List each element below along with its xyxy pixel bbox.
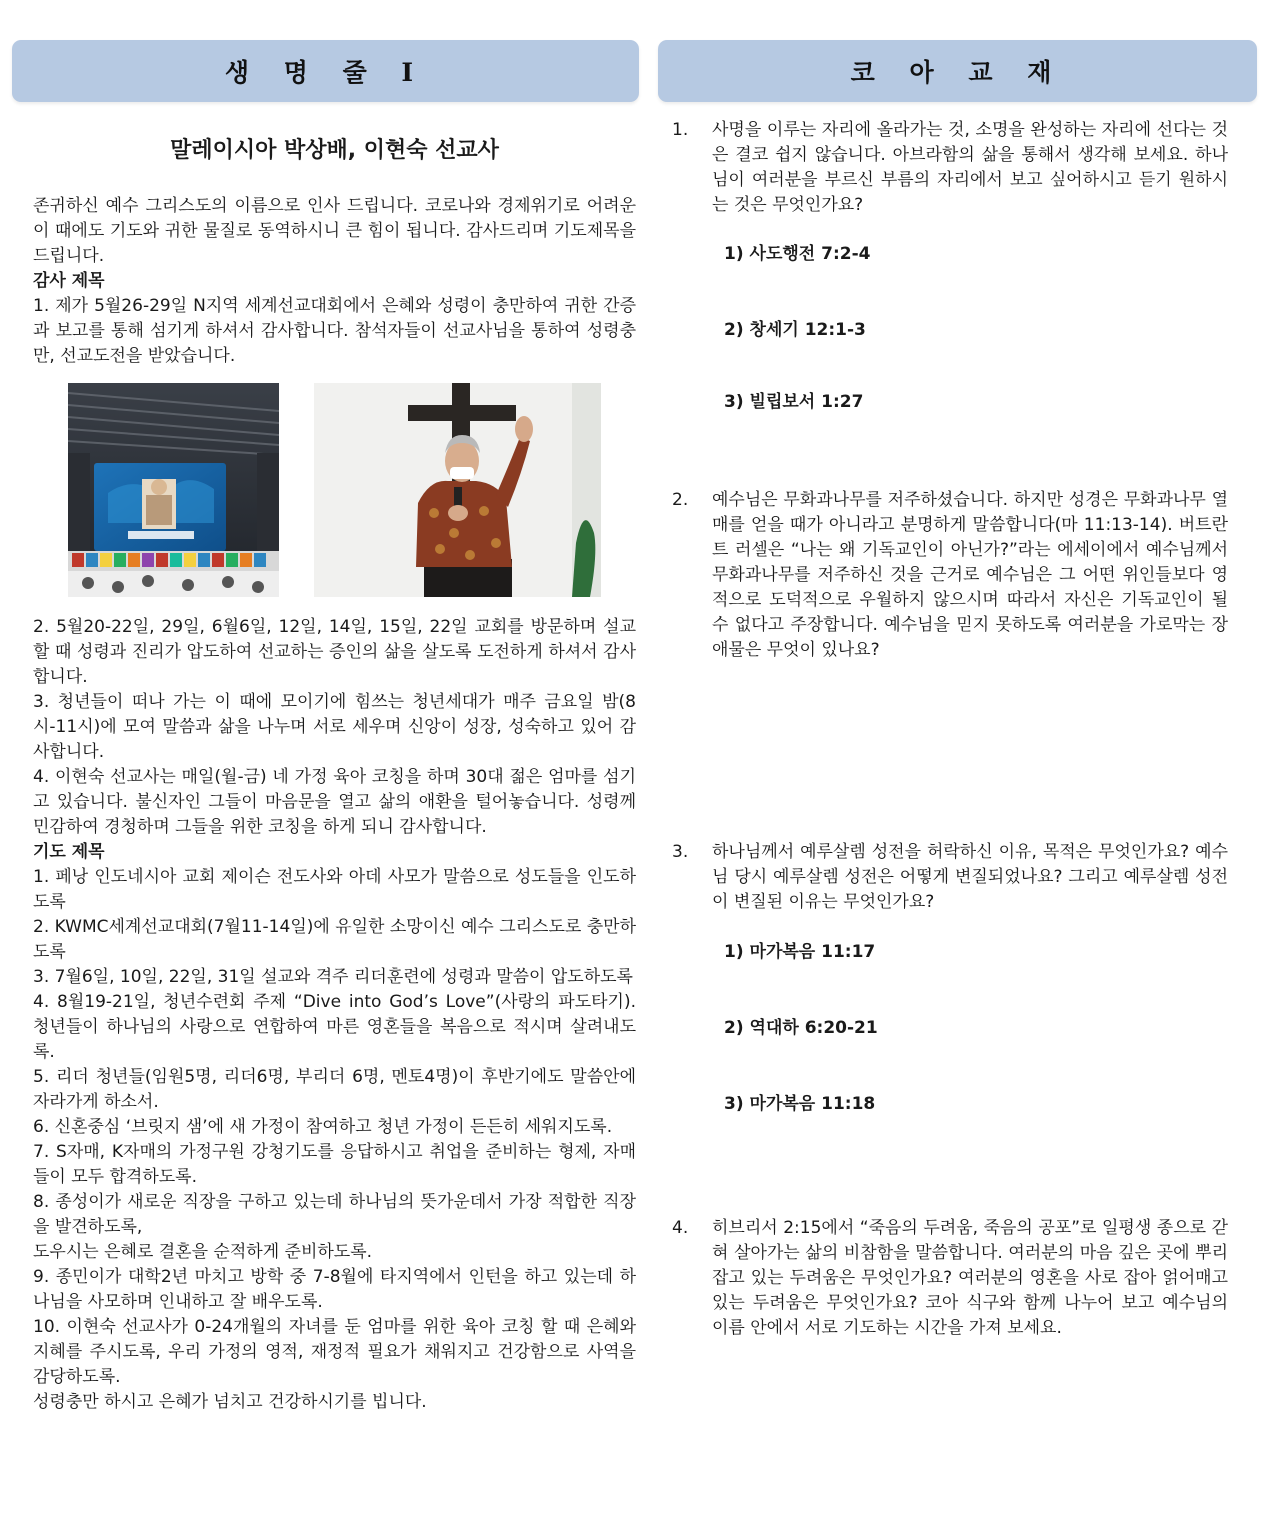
question-number: 2. [672,490,689,510]
scripture-reference: 1) 마가복음 11:17 [724,942,876,962]
right-header-title: 코 아 교 재 [850,58,1065,87]
question-1 [668,118,1228,218]
thanks-item: 2. 5월20-22일, 29일, 6월6일, 12일, 14일, 15일, 22일 교회를 방문하며 설교할 때 성령과 진리가 압도하여 선교하는 증인의 삶을 살도록 도전하게 하셔서 감사합니다. [33,617,636,687]
prayer-item: 도우시는 은혜로 결혼을 순적하게 준비하도록. [33,1242,373,1262]
scripture-reference: 1) 사도행전 7:2-4 [724,244,871,264]
thanks-item: 3. 청년들이 떠나 가는 이 때에 모이기에 힘쓰는 청년세대가 매주 금요일 밤(8시-11시)에 모여 말씀과 삶을 나누며 서로 세우며 신앙이 성장, 성숙하고 있어 감사합니다. [33,692,636,762]
letter-title: 말레이시아 박상배, 이현숙 선교사 [170,138,499,163]
intro-paragraph: 존귀하신 예수 그리스도의 이름으로 인사 드립니다. 코로나와 경제위기로 어려운 이 때에도 기도와 귀한 물질로 동역하시니 큰 힘이 됩니다. 감사드리며 기도제목을 드립니다. [33,196,636,266]
question-text: 히브리서 2:15에서 “죽음의 두려움, 죽음의 공포”로 일평생 종으로 갇혀 살아가는 삶의 비참함을 말씀합니다. 여러분의 마음 깊은 곳에 뿌리잡고 있는 두려움은 무엇인가요? 여러분의 영혼을 사로 잡아 얽어매고 있는 두려움은 무엇인가요? 코아 식구와 함께 나누어 보고 예수님의 이름 안에서 서로 기도하는 시간을 가져 보세요. [712,1218,1228,1338]
pastor-photo [314,383,601,597]
left-header-title: 생 명 줄 I [224,58,427,87]
prayer-heading: 기도 제목 [33,842,105,862]
prayer-item: 9. 종민이가 대학2년 마치고 방학 중 7-8월에 타지역에서 인턴을 하고 있는데 하나님을 사모하며 인내하고 잘 배우도록. [33,1267,636,1312]
scripture-reference: 3) 마가복음 11:18 [724,1094,876,1114]
prayer-item: 5. 리더 청년들(임원5명, 리더6명, 부리더 6명, 멘토4명)이 후반기에도 말씀안에 자라가게 하소서. [33,1067,636,1112]
prayer-item: 10. 이현숙 선교사가 0-24개월의 자녀를 둔 엄마를 위한 육아 코칭 할 때 은혜와 지혜를 주시도록, 우리 가정의 영적, 재정적 필요가 채워지고 건강함으로 사역을 감당하도록. [33,1317,636,1387]
scripture-reference: 2) 역대하 6:20-21 [724,1018,878,1038]
question-text: 하나님께서 예루살렘 성전을 허락하신 이유, 목적은 무엇인가요? 예수님 당시 예루살렘 성전은 어떻게 변질되었나요? 그리고 예루살렘 성전이 변질된 이유는 무엇인가요? [712,842,1228,912]
prayer-item: 7. S자매, K자매의 가정구원 강청기도를 응답하시고 취업을 준비하는 형제, 자매들이 모두 합격하도록. [33,1142,636,1187]
prayer-item: 3. 7월6일, 10일, 22일, 31일 설교와 격주 리더훈련에 성령과 말씀이 압도하도록 [33,967,633,987]
question-2 [668,488,1228,663]
question-text: 사명을 이루는 자리에 올라가는 것, 소명을 완성하는 자리에 선다는 것은 결코 쉽지 않습니다. 아브라함의 삶을 통해서 생각해 보세요. 하나님이 여러분을 부르신 부름의 자리에서 보고 싶어하시고 듣기 원하시는 것은 무엇인가요? [712,120,1228,215]
question-3 [668,840,1228,915]
scripture-reference: 3) 빌립보서 1:27 [724,392,864,412]
missionary-letter [33,136,636,1415]
thanks-heading: 감사 제목 [33,271,105,291]
question-number: 1. [672,120,689,140]
question-4 [668,1216,1228,1341]
thanks-item: 4. 이현숙 선교사는 매일(월-금) 네 가정 육아 코칭을 하며 30대 젊은 엄마를 섬기고 있습니다. 불신자인 그들이 마음문을 열고 삶의 애환을 털어놓습니다. 성령께 민감하여 경청하며 그들을 위한 코칭을 하게 되니 감사합니다. [33,767,636,837]
prayer-item: 4. 8월19-21일, 청년수련회 주제 “Dive into God’s Love”(사랑의 파도타기). 청년들이 하나님의 사랑으로 연합하여 마른 영혼들을 복음으로 적시며 살려내도록. [33,992,636,1062]
question-text: 예수님은 무화과나무를 저주하셨습니다. 하지만 성경은 무화과나무 열매를 얻을 때가 아니라고 분명하게 말씀합니다(마 11:13-14). 버트란트 러셀은 “나는 왜 기독교인이 아닌가?”라는 에세이에서 예수님께서 무화과나무를 저주하신 것을 근거로 예수님은 그 어떤 위인들보다 영적으로 도덕적으로 우월하지 않으시며 따라서 자신은 기독교인이 될 수 없다고 주장합니다. 예수님을 믿지 못하도록 여러분을 가로막는 장애물은 무엇이 있나요? [712,490,1228,660]
prayer-item: 8. 종성이가 새로운 직장을 구하고 있는데 하나님의 뜻가운데서 가장 적합한 직장을 발견하도록, [33,1192,636,1237]
left-section-header [12,40,639,102]
question-number: 4. [672,1218,689,1238]
prayer-item: 1. 페낭 인도네시아 교회 제이슨 전도사와 아데 사모가 말씀으로 성도들을 인도하도록 [33,867,636,912]
thanks-item: 1. 제가 5월26-29일 N지역 세계선교대회에서 은혜와 성령이 충만하여 귀한 간증과 보고를 통해 섬기게 하셔서 감사합니다. 참석자들이 선교사님을 통하여 성령충만, 선교도전을 받았습니다. [33,296,636,366]
scripture-reference: 2) 창세기 12:1-3 [724,320,866,340]
right-section-header [658,40,1257,102]
prayer-item: 2. KWMC세계선교대회(7월11-14일)에 유일한 소망이신 예수 그리스도로 충만하도록 [33,917,636,962]
conference-photo [68,383,279,597]
closing-line: 성령충만 하시고 은혜가 넘치고 건강하시기를 빕니다. [33,1392,427,1412]
question-number: 3. [672,842,689,862]
photo-row [33,369,636,615]
prayer-item: 6. 신혼중심 ‘브릿지 샘’에 새 가정이 참여하고 청년 가정이 든든히 세워지도록. [33,1117,613,1137]
